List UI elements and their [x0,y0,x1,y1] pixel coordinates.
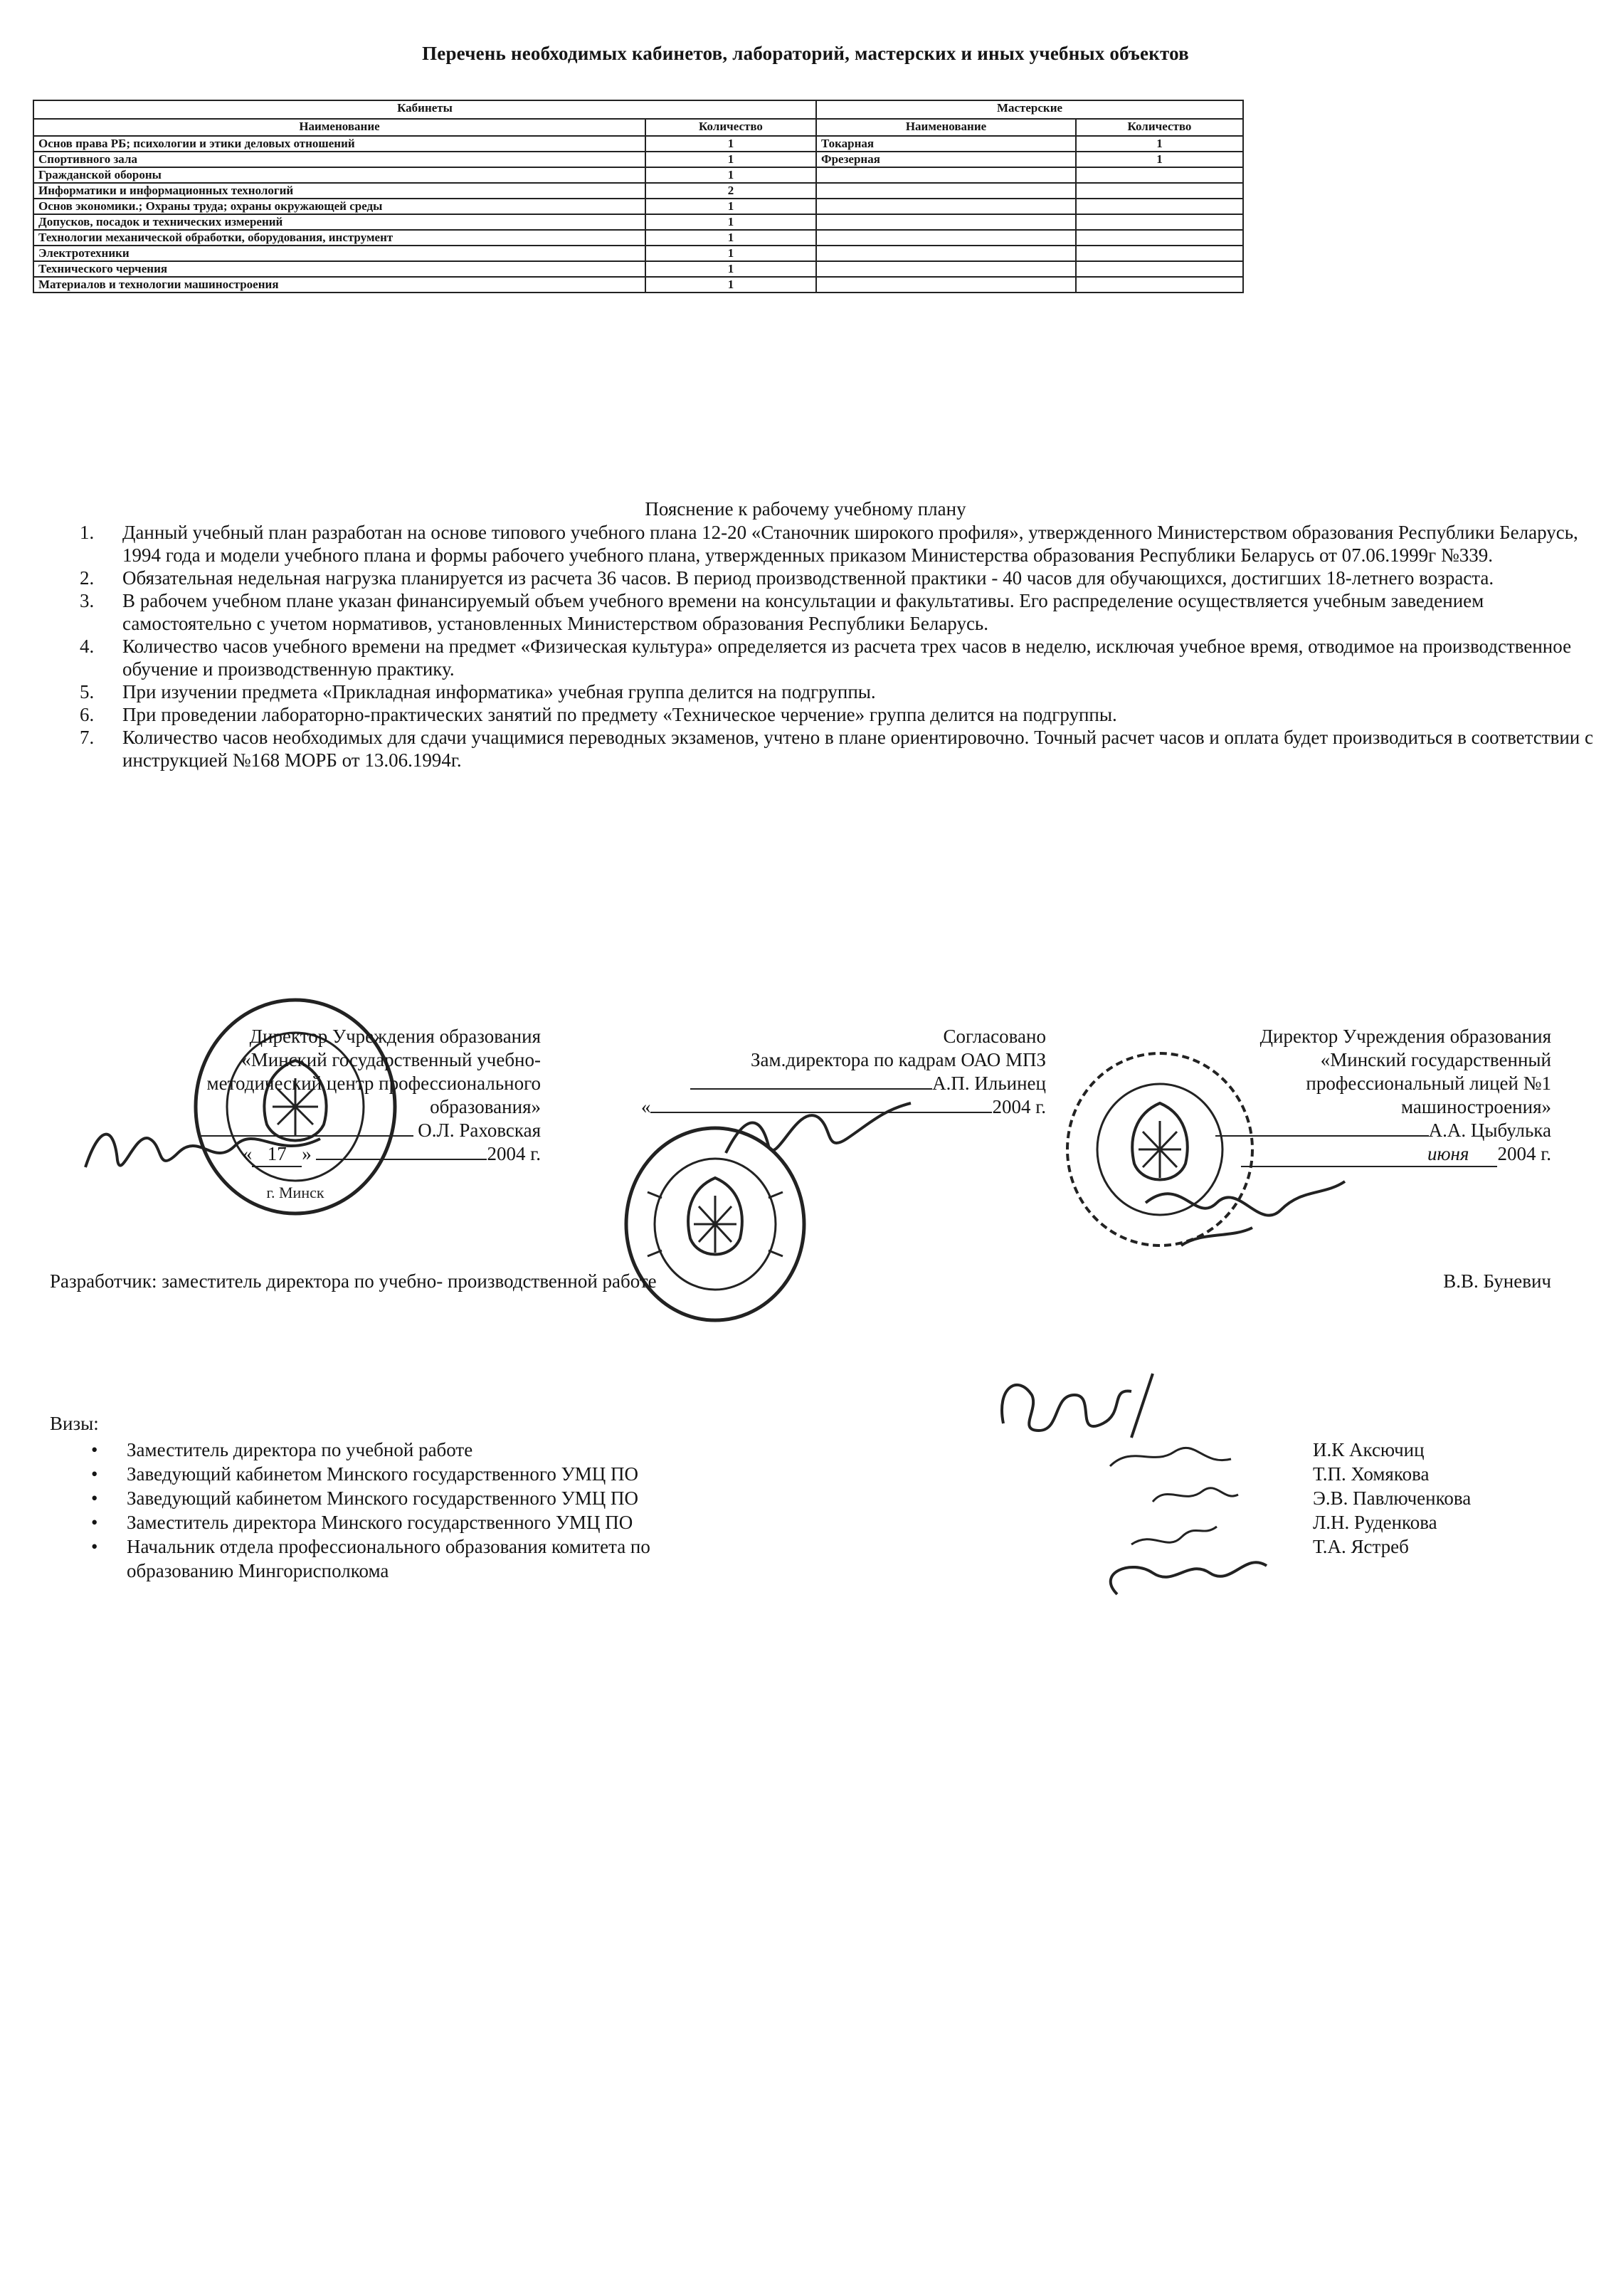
cabinet-name: Электротехники [33,246,645,261]
cabinet-name: Технологии механической обработки, оборудования, инструмент [33,230,645,246]
workshop-name [816,214,1076,230]
table-row [33,152,1243,167]
workshop-count: 1 [1076,152,1243,167]
note-item-number: 3. [80,590,95,611]
note-item-text: Данный учебный план разработан на основе типового учебного плана 12-20 «Станочник широкого профиля», утвержденного Министерством образования Республики Беларусь, 1994 года и модели учебного плана и формы рабочего учебного плана, утвержденных приказом Министерства образования Республики Беларусь от 07.06.1999г №339. [122,522,1578,566]
visa-signatures-icon [989,1359,1288,1630]
visa-name: Э.В. Павлюченкова [1313,1487,1472,1509]
visas-label: Визы: [50,1413,99,1434]
note-item [80,703,1595,726]
workshop-name [816,183,1076,199]
approval-left-name: О.Л. Раховская [418,1120,541,1141]
note-item-text: В рабочем учебном плане указан финансируемый объем учебного времени на консультации и факультативы. Его распределение осуществляется учебным заведением самостоятельно с учетом нормативов, установленных Министерством образования Республики Беларусь. [122,590,1484,634]
developer-line [50,1270,1551,1292]
approval-block-left [85,1025,541,1167]
visa-item: • Заместитель директора по учебной работе [84,1438,867,1462]
note-item [80,589,1595,635]
note-item-text: При проведении лабораторно-практических занятий по предмету «Техническое черчение» группа делится на подгруппы. [122,704,1117,725]
workshop-count [1076,230,1243,246]
table-row [33,277,1243,293]
approval-left-line: методический центр профессионального [206,1073,541,1094]
note-item [80,635,1595,680]
table-row [33,199,1243,214]
seal-city-text: г. Минск [266,1184,324,1201]
cabinet-count: 1 [645,152,816,167]
note-item-number: 6. [80,704,95,725]
approval-left-line: образования» [430,1096,541,1117]
note-item-number: 1. [80,522,95,543]
cabinet-name: Материалов и технологии машиностроения [33,277,645,293]
signature-line [690,1088,932,1090]
cabinet-name: Гражданской обороны [33,167,645,183]
table-row [33,246,1243,261]
developer-text: Разработчик: заместитель директора по учебно- производственной работе [50,1270,657,1292]
workshop-name [816,199,1076,214]
workshops-header: Мастерские [816,100,1243,119]
note-item [80,521,1595,567]
date-year: 2004 г. [992,1096,1046,1117]
note-item-text: При изучении предмета «Прикладная информатика» учебная группа делится на подгруппы. [122,681,876,702]
cabinet-name: Основ экономики.; Охраны труда; охраны окружающей среды [33,199,645,214]
approval-right-line: «Минский государственный [1320,1049,1551,1070]
approval-block-middle [591,1025,1046,1119]
col-header-workshop-name: Наименование [816,119,1076,136]
note-item-number: 7. [80,727,95,748]
approval-mid-line: Зам.директора по кадрам ОАО МПЗ [751,1049,1046,1070]
table-group-header-row [33,100,1243,119]
workshop-count: 1 [1076,136,1243,152]
note-list [80,521,1595,772]
table-row [33,183,1243,199]
approval-mid-name: А.П. Ильинец [932,1073,1046,1094]
note-item-text: Обязательная недельная нагрузка планируется из расчета 36 часов. В период производственной практики - 40 часов для обучающихся, достигших 18-летнего возраста. [122,567,1494,589]
cabinet-count: 2 [645,183,816,199]
cabinet-count: 1 [645,167,816,183]
table-row [33,214,1243,230]
signature-line [200,1135,413,1137]
visa-name: И.К Аксючиц [1313,1439,1425,1460]
visa-name: Т.П. Хомякова [1313,1463,1430,1485]
date-close-quote: » [302,1143,312,1164]
col-header-workshop-count: Количество [1076,119,1243,136]
col-header-cabinet-count: Количество [645,119,816,136]
workshop-count [1076,167,1243,183]
approval-block-right [1096,1025,1551,1167]
note-item-text: Количество часов необходимых для сдачи учащимися переводных экзаменов, учтено в плане ориентировочно. Точный расчет часов и оплата будет производиться в соответствии с инструкцией №168 МОРБ от 13.06.1994г. [122,727,1593,771]
date-open-quote: « [242,1143,253,1164]
developer-name: В.В. Буневич [1443,1270,1551,1292]
workshop-count [1076,214,1243,230]
visa-item: • Заведующий кабинетом Минского государственного УМЦ ПО [84,1462,867,1486]
cabinet-name: Спортивного зала [33,152,645,167]
cabinet-count: 1 [645,246,816,261]
cabinet-name: Допусков, посадок и технических измерений [33,214,645,230]
note-item-number: 5. [80,681,95,702]
workshop-count [1076,183,1243,199]
visas-list [84,1438,867,1583]
visa-item: • Начальник отдела профессионального образования комитета по образованию Мингорисполкома [84,1534,739,1583]
cabinet-count: 1 [645,136,816,152]
cabinet-count: 1 [645,199,816,214]
cabinet-count: 1 [645,277,816,293]
page-title: Перечень необходимых кабинетов, лабораторий, мастерских и иных учебных объектов [422,43,1189,64]
facilities-table [33,100,1244,293]
note-title: Пояснение к рабочему учебному плану [645,498,966,520]
workshop-name [816,230,1076,246]
visa-names [1313,1438,1471,1559]
visa-name: Л.Н. Руденкова [1313,1512,1437,1533]
cabinet-name: Информатики и информационных технологий [33,183,645,199]
table-row [33,261,1243,277]
cabinet-count: 1 [645,261,816,277]
date-day: 17 [252,1142,302,1167]
workshop-name: Фрезерная [816,152,1076,167]
workshop-count [1076,261,1243,277]
col-header-cabinet-name: Наименование [33,119,645,136]
note-item [80,680,1595,703]
approval-left-line: Директор Учреждения образования [249,1026,541,1047]
cabinet-name: Основ права РБ; психологии и этики деловых отношений [33,136,645,152]
workshop-name [816,261,1076,277]
note-item-number: 4. [80,636,95,657]
date-month-line [316,1159,487,1160]
cabinet-count: 1 [645,230,816,246]
visa-item: • Заместитель директора Минского государственного УМЦ ПО [84,1510,867,1534]
workshop-name: Токарная [816,136,1076,152]
signature-line [1215,1135,1429,1137]
approval-left-line: «Минский государственный учебно- [241,1049,541,1070]
workshop-count [1076,246,1243,261]
note-item-number: 2. [80,567,95,589]
approval-right-line: профессиональный лицей №1 [1306,1073,1551,1094]
cabinet-name: Технического черчения [33,261,645,277]
table-column-header-row [33,119,1243,136]
workshop-count [1076,199,1243,214]
table-row [33,136,1243,152]
note-item-text: Количество часов учебного времени на предмет «Физическая культура» определяется из расчета трех часов в неделю, исключая учебное время, отводимое на производственное обучение и производственную практику. [122,636,1572,680]
date-line [650,1112,992,1113]
note-item [80,726,1595,772]
approval-mid-line: Согласовано [943,1026,1046,1047]
table-row [33,230,1243,246]
workshop-name [816,277,1076,293]
date-open-quote: « [640,1096,651,1117]
visa-item: • Заведующий кабинетом Минского государственного УМЦ ПО [84,1486,867,1510]
visa-name: Т.А. Ястреб [1313,1536,1409,1557]
cabinets-header: Кабинеты [33,100,816,119]
table-row [33,167,1243,183]
workshop-name [816,246,1076,261]
workshop-count [1076,277,1243,293]
date-month: июня [1241,1142,1497,1167]
approval-right-name: А.А. Цыбулька [1428,1120,1551,1141]
note-item [80,567,1595,589]
workshop-name [816,167,1076,183]
cabinet-count: 1 [645,214,816,230]
date-year: 2004 г. [1497,1143,1551,1164]
signature-right-icon [1139,1160,1352,1253]
date-year: 2004 г. [487,1143,541,1164]
approval-right-line: машиностроения» [1401,1096,1551,1117]
approval-right-line: Директор Учреждения образования [1259,1026,1551,1047]
